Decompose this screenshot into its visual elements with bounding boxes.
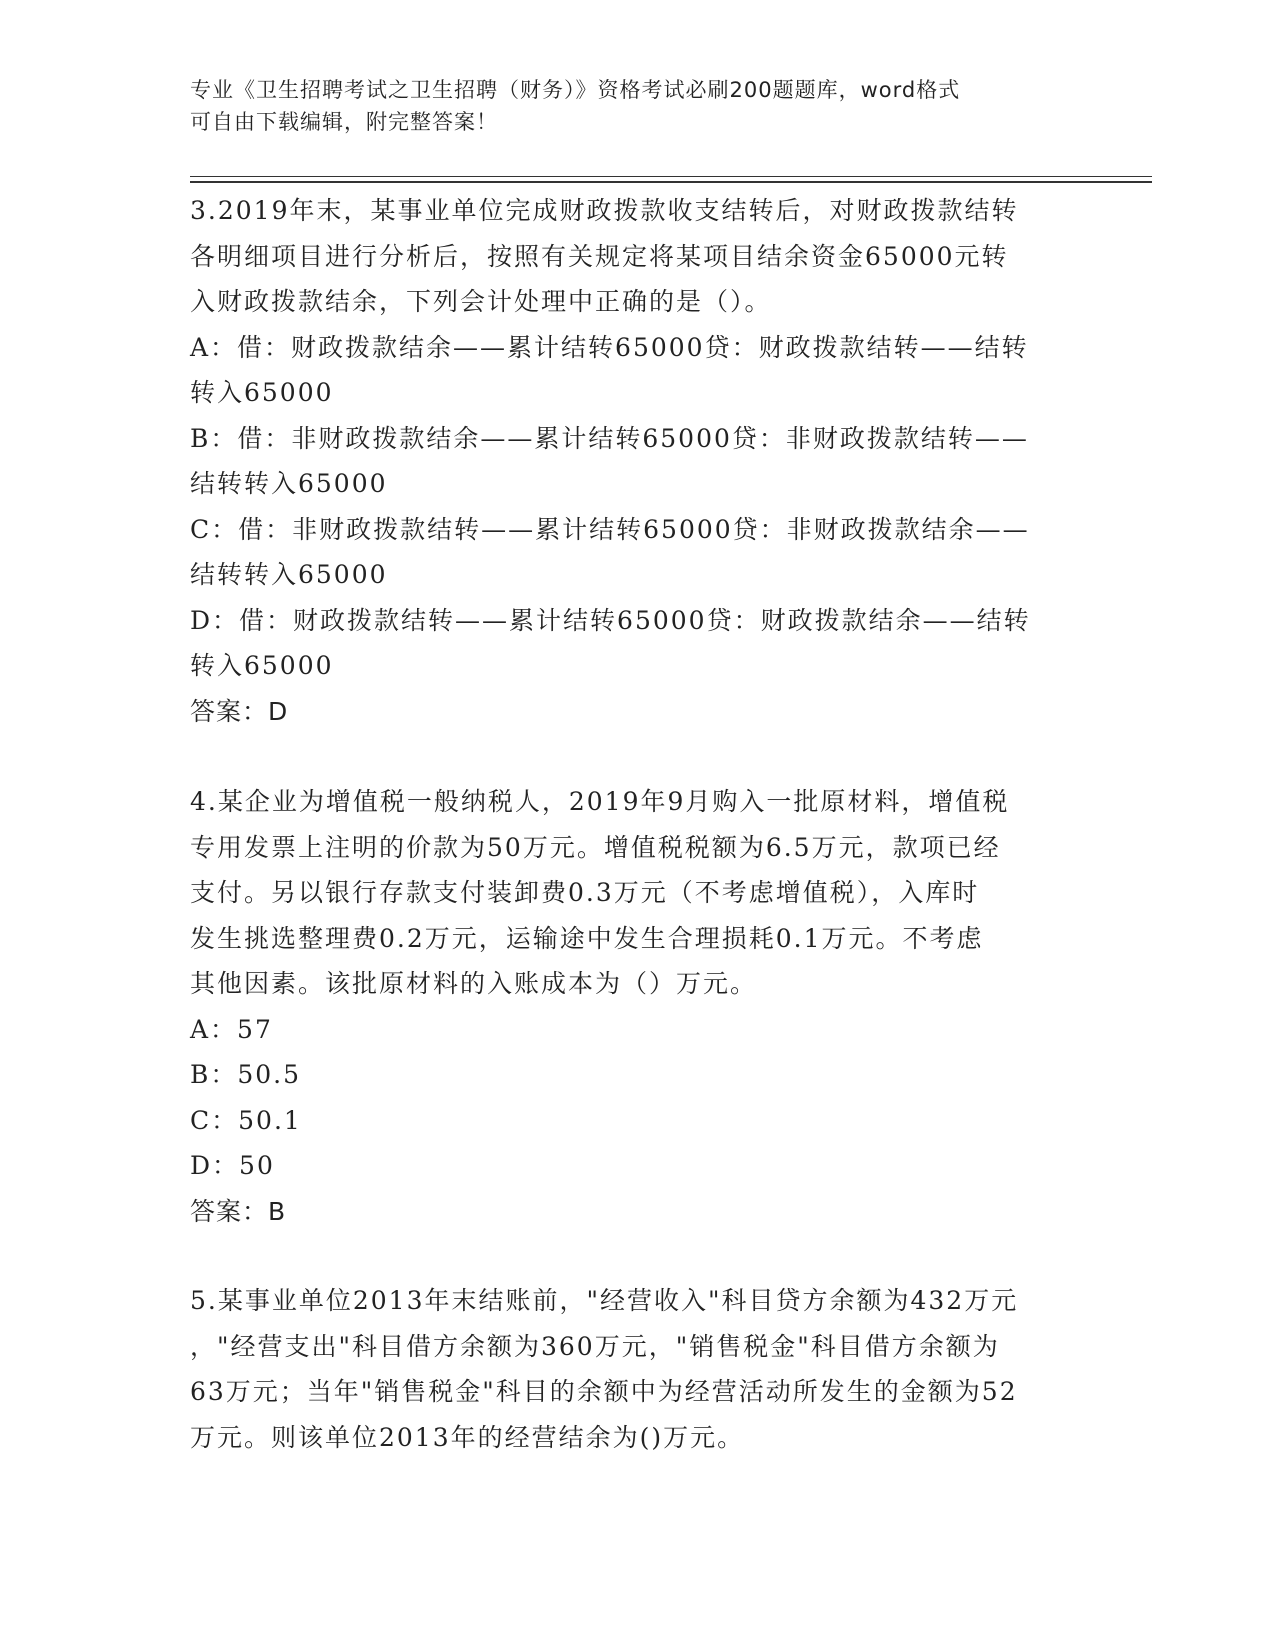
question-text-line: 4.某企业为增值税一般纳税人，2019年9月购入一批原材料，增值税 [190, 787, 1010, 816]
question-text-line: 各明细项目进行分析后，按照有关规定将某项目结余资金65000元转 [190, 241, 1009, 271]
header-divider-thick [190, 181, 1152, 183]
question-text-line: 3.2019年末，某事业单位完成财政拨款收支结转后，对财政拨款结转 [190, 196, 1019, 225]
option-d: D：借：财政拨款结转——累计结转65000贷：财政拨款结余——结转 [190, 605, 1031, 635]
question-5 [190, 1278, 1070, 1460]
question-text-line: 63万元；当年"销售税金"科目的余额中为经营活动所发生的金额为52 [190, 1377, 1018, 1406]
option-b: B：50.5 [190, 1060, 302, 1089]
header-subtitle-line: 可自由下载编辑，附完整答案！ [190, 110, 498, 134]
document-header [190, 74, 1070, 138]
option-a-continued: 转入65000 [190, 378, 334, 407]
question-text-line: 支付。另以银行存款支付装卸费0.3万元（不考虑增值税），入库时 [190, 878, 980, 907]
question-3 [190, 188, 1070, 734]
option-c-continued: 结转转入65000 [190, 560, 388, 589]
question-text-line: 其他因素。该批原材料的入账成本为（）万元。 [190, 969, 758, 998]
question-text-line: 5.某事业单位2013年末结账前，"经营收入"科目贷方余额为432万元 [190, 1286, 1019, 1315]
option-a: A：借：财政拨款结余——累计结转65000贷：财政拨款结转——结转 [190, 332, 1029, 362]
option-b: B：借：非财政拨款结余——累计结转65000贷：非财政拨款结转—— [190, 423, 1029, 453]
answer-label: 答案：B [190, 1196, 287, 1226]
answer-label: 答案：D [190, 696, 289, 726]
question-text-line: 专用发票上注明的价款为50万元。增值税税额为6.5万元，款项已经 [190, 832, 1001, 862]
option-d: D：50 [190, 1151, 275, 1180]
option-a: A：57 [190, 1014, 273, 1044]
question-text-line: 万元。则该单位2013年的经营结余为()万元。 [190, 1422, 745, 1452]
question-text-line: ，"经营支出"科目借方余额为360万元，"销售税金"科目借方余额为 [190, 1331, 1000, 1361]
option-d-continued: 转入65000 [190, 651, 334, 680]
option-b-continued: 结转转入65000 [190, 469, 388, 498]
question-text-line: 入财政拨款结余，下列会计处理中正确的是（）。 [190, 287, 772, 316]
option-c: C：50.1 [190, 1105, 302, 1135]
header-divider-thin [190, 176, 1152, 177]
question-4 [190, 779, 1070, 1234]
option-c: C：借：非财政拨款结转——累计结转65000贷：非财政拨款结余—— [190, 514, 1030, 544]
question-text-line: 发生挑选整理费0.2万元，运输途中发生合理损耗0.1万元。不考虑 [190, 923, 984, 953]
header-title-line: 专业《卫生招聘考试之卫生招聘（财务）》资格考试必刷200题题库，word格式 [190, 78, 961, 102]
